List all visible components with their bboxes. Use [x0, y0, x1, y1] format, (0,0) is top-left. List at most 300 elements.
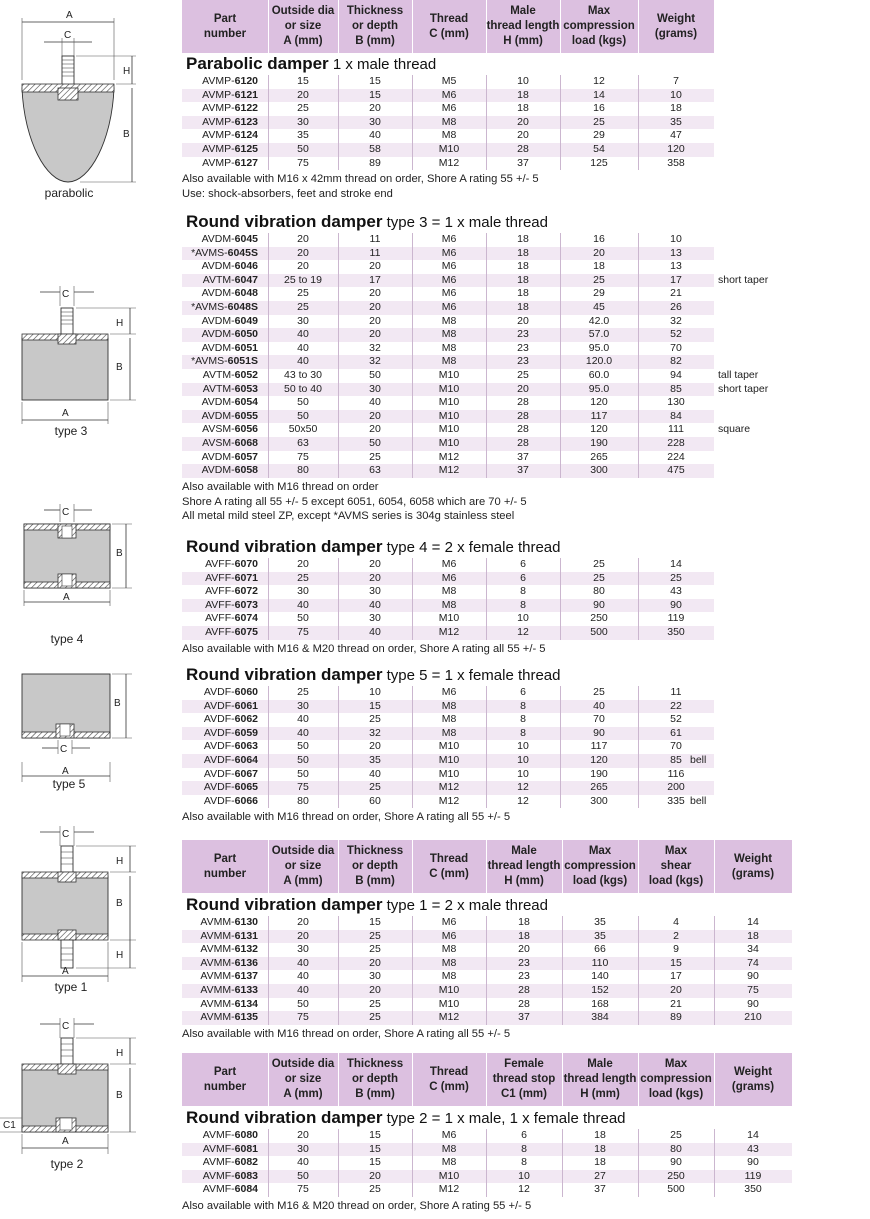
- table-cell: 40: [297, 970, 309, 983]
- part-code: 6051S: [227, 355, 258, 368]
- table-cell: 20: [369, 314, 381, 327]
- table-cell: 50: [297, 396, 309, 409]
- table-cell: 18: [518, 916, 530, 928]
- table-cell: 80: [297, 794, 309, 807]
- table-row: [182, 129, 714, 143]
- table-cell: 29: [593, 129, 605, 142]
- table-row: [182, 700, 714, 714]
- table-cell: 75: [297, 1183, 309, 1196]
- table-cell: 117: [590, 409, 608, 422]
- table-cell: M6: [441, 88, 457, 101]
- table-cell: 23: [517, 341, 529, 354]
- header-cell: [182, 1053, 269, 1106]
- part-code: 6121: [234, 88, 258, 101]
- part-number: [182, 970, 258, 984]
- table-cell: 30: [297, 115, 309, 128]
- table-cell: 9: [673, 943, 679, 956]
- header-line: Male: [587, 1058, 613, 1070]
- table-cell: M6: [441, 246, 457, 259]
- header-line: C (mm): [429, 1080, 469, 1093]
- header-cell: [412, 840, 487, 893]
- table-cell: 35: [594, 929, 606, 942]
- table-cell: 66: [594, 943, 606, 956]
- part-number: [182, 558, 258, 572]
- header-cell: [268, 840, 339, 893]
- table-row: [182, 1183, 792, 1197]
- table-cell: 95.0: [588, 341, 610, 354]
- table-cell: 18: [517, 88, 529, 101]
- table-cell: M6: [441, 1129, 457, 1141]
- header-cell: [562, 840, 639, 893]
- part-prefix: AVDM-: [201, 260, 235, 273]
- table-cell: 20: [369, 409, 381, 422]
- table-body: [182, 916, 792, 1025]
- header-line: Weight: [656, 12, 696, 25]
- table-cell: M10: [438, 1169, 460, 1182]
- part-code: 6084: [234, 1183, 258, 1196]
- part-prefix: AVFF-: [205, 598, 235, 611]
- part-number: [182, 464, 258, 478]
- header-line: (grams): [731, 1080, 775, 1093]
- table-cell: M8: [441, 943, 457, 956]
- table-cell: 117: [590, 740, 608, 753]
- section-title-main: Round vibration damper: [186, 537, 383, 556]
- dim-b-label: B: [116, 1090, 123, 1101]
- table-cell: 10: [670, 88, 682, 101]
- dim-a-label: A: [62, 408, 69, 419]
- table-cell: 475: [667, 464, 685, 477]
- part-code: 6063: [234, 740, 258, 753]
- table-cell: 37: [517, 450, 529, 463]
- part-number: [182, 315, 258, 329]
- table-cell: 75: [747, 983, 759, 996]
- part-prefix: AVDM-: [201, 409, 235, 422]
- part-number: [182, 781, 258, 795]
- table-cell: 90: [747, 1156, 759, 1169]
- table-cell: 120: [590, 423, 608, 436]
- table-row: [182, 396, 714, 410]
- table-cell: 15: [369, 1129, 381, 1141]
- part-prefix: AVDF-: [203, 767, 235, 780]
- row-remark: bell: [690, 753, 707, 766]
- table-cell: 25: [297, 300, 309, 313]
- table-cell: 50: [297, 142, 309, 155]
- part-code: 6060: [234, 686, 258, 698]
- header-line: H (mm): [503, 35, 543, 47]
- table-cell: M12: [438, 625, 460, 638]
- table-row: [182, 315, 714, 329]
- table-cell: 14: [670, 558, 682, 570]
- table-cell: 8: [520, 585, 526, 598]
- section-title-main: Round vibration damper: [186, 212, 383, 231]
- part-number: [182, 740, 258, 754]
- table-cell: 20: [369, 260, 381, 273]
- type3-drawing: [0, 282, 178, 442]
- part-prefix: *AVMS-: [191, 246, 228, 259]
- table-cell: 228: [667, 436, 685, 449]
- part-number: [182, 1129, 258, 1143]
- table-row: [182, 957, 792, 971]
- part-prefix: AVMM-: [200, 916, 235, 928]
- table-cell: 25: [593, 273, 605, 286]
- section-subtitle: type 4 = 2 x female thread: [382, 539, 561, 556]
- table-cell: M8: [441, 598, 457, 611]
- table-cell: 4: [673, 916, 679, 928]
- table-cell: M12: [438, 1183, 460, 1196]
- table-cell: 40: [593, 699, 605, 712]
- table-cell: 27: [594, 1169, 606, 1182]
- table-cell: 12: [517, 625, 529, 638]
- header-line: or depth: [352, 860, 398, 872]
- table-cell: 37: [518, 1011, 530, 1024]
- part-prefix: AVMM-: [200, 997, 235, 1010]
- table-row: [182, 342, 714, 356]
- table-cell: M10: [438, 368, 460, 381]
- header-line: A (mm): [283, 875, 323, 887]
- header-line: Outside dia: [271, 5, 335, 17]
- table-row: [182, 260, 714, 274]
- table-cell: 43 to 30: [284, 368, 322, 381]
- dim-c-label: C: [62, 1021, 70, 1032]
- part-code: 6059: [234, 726, 258, 739]
- table-cell: 90: [747, 970, 759, 983]
- table-cell: 8: [520, 699, 526, 712]
- table-cell: 30: [297, 585, 309, 598]
- part-number: [182, 116, 258, 130]
- table-cell: 40: [369, 767, 381, 780]
- diagram-caption: type 3: [54, 424, 88, 438]
- table-cell: 12: [593, 75, 605, 87]
- table-cell: 80: [297, 464, 309, 477]
- dim-c-label: C: [62, 829, 70, 840]
- table-row: [182, 464, 714, 478]
- header-line: (grams): [654, 27, 698, 40]
- table-cell: 6: [520, 558, 526, 570]
- part-prefix: AVDF-: [203, 699, 235, 712]
- part-number: [182, 233, 258, 247]
- table-cell: 18: [747, 929, 759, 942]
- part-number: [182, 129, 258, 143]
- table-cell: 6: [520, 571, 526, 584]
- part-number: [182, 768, 258, 782]
- row-remark: tall taper: [718, 368, 759, 381]
- table-row: [182, 713, 714, 727]
- part-prefix: AVMF-: [202, 1129, 235, 1141]
- header-cell: [486, 1053, 563, 1106]
- dim-c-label: C: [64, 30, 72, 41]
- table-cell: 32: [369, 355, 381, 368]
- table-cell: 16: [593, 102, 605, 115]
- dim-a-label: A: [66, 10, 73, 21]
- type4-drawing: [0, 500, 178, 650]
- header-line: Part: [213, 852, 237, 865]
- table-cell: 25: [369, 781, 381, 794]
- table-cell: 40: [297, 598, 309, 611]
- table-row: [182, 116, 714, 130]
- part-number: [182, 957, 258, 971]
- part-code: 6123: [234, 115, 258, 128]
- dim-b-label: B: [116, 898, 123, 909]
- table-cell: M10: [438, 396, 460, 409]
- table-cell: 25: [369, 1011, 381, 1024]
- table-cell: 18: [518, 929, 530, 942]
- table-cell: M10: [438, 753, 460, 766]
- table-cell: 89: [670, 1011, 682, 1024]
- header-cell: [338, 1053, 413, 1106]
- table-cell: M6: [441, 102, 457, 115]
- header-line: load (kgs): [648, 1088, 704, 1100]
- part-number: [182, 451, 258, 465]
- part-code: 6072: [234, 585, 258, 598]
- table-cell: 125: [590, 156, 608, 169]
- part-prefix: AVDM-: [201, 328, 235, 341]
- header-line: load (kgs): [648, 875, 704, 887]
- table-cell: 8: [521, 1156, 527, 1169]
- part-number: [182, 274, 258, 288]
- type5-diagram: [0, 672, 178, 796]
- table-cell: 40: [297, 328, 309, 341]
- table-cell: 50: [297, 740, 309, 753]
- table-cell: 265: [590, 450, 608, 463]
- table-cell: 25: [593, 115, 605, 128]
- dim-h-label: H: [116, 318, 124, 329]
- header-line: compression: [640, 1073, 712, 1085]
- table-cell: M12: [438, 450, 460, 463]
- table-cell: 40: [369, 625, 381, 638]
- header-cell: [338, 840, 413, 893]
- footnote: Also available with M16 thread on order, Shore A rating all 55 +/- 5: [182, 1027, 511, 1040]
- part-number: [182, 612, 258, 626]
- parabolic-drawing: [0, 0, 178, 205]
- table-cell: 40: [297, 983, 309, 996]
- table-cell: 75: [297, 450, 309, 463]
- section-subtitle: type 2 = 1 x male, 1 x female thread: [382, 1110, 626, 1127]
- table-cell: 17: [369, 273, 381, 286]
- part-number: [182, 998, 258, 1012]
- table-cell: 25: [297, 571, 309, 584]
- dim-a-label: A: [62, 1136, 69, 1147]
- part-code: 6137: [234, 970, 258, 983]
- header-cell: [268, 1053, 339, 1106]
- dim-a-label: A: [62, 966, 69, 977]
- dim-h-label: H: [123, 66, 131, 77]
- table-cell: 90: [747, 997, 759, 1010]
- table-cell: 358: [667, 156, 685, 169]
- table-cell: 40: [369, 129, 381, 142]
- table-cell: 57.0: [588, 328, 610, 341]
- table-row: [182, 781, 714, 795]
- table-row: [182, 451, 714, 465]
- row-remark: short taper: [718, 273, 769, 286]
- part-number: [182, 102, 258, 116]
- table-cell: 30: [369, 585, 381, 598]
- part-code: 6136: [234, 956, 258, 969]
- diagram-caption: type 4: [50, 632, 84, 646]
- table-cell: 500: [590, 625, 608, 638]
- part-prefix: AVDF-: [203, 794, 235, 807]
- part-number: [182, 1170, 258, 1184]
- diagram-caption: parabolic: [44, 186, 94, 200]
- section-title: [186, 212, 548, 232]
- part-code: 6058: [234, 464, 258, 477]
- table-cell: 50x50: [288, 423, 318, 436]
- table-cell: 28: [517, 142, 529, 155]
- dim-c-label: C: [60, 744, 68, 755]
- table-cell: 11: [369, 246, 381, 259]
- part-number: [182, 700, 258, 714]
- diagram-caption: type 5: [52, 777, 86, 791]
- section-subtitle: type 3 = 1 x male thread: [382, 214, 548, 231]
- part-code: 6055: [234, 409, 258, 422]
- header-cell: [486, 0, 561, 53]
- part-number: [182, 260, 258, 274]
- header-line: thread length: [486, 20, 560, 32]
- header-line: number: [203, 867, 247, 880]
- table-cell: 120: [667, 142, 685, 155]
- table-cell: 28: [517, 423, 529, 436]
- table-cell: 18: [594, 1142, 606, 1155]
- table-row: [182, 1156, 792, 1170]
- part-prefix: AVDM-: [201, 287, 235, 300]
- table-cell: 20: [369, 102, 381, 115]
- table-cell: 110: [591, 956, 609, 969]
- section-title-main: Round vibration damper: [186, 1108, 383, 1127]
- table-cell: 25: [369, 450, 381, 463]
- table-cell: 74: [747, 956, 759, 969]
- header-line: Female: [504, 1058, 544, 1070]
- table-cell: 90: [593, 726, 605, 739]
- part-number: [182, 396, 258, 410]
- table-cell: 335: [667, 794, 685, 807]
- table-cell: 15: [369, 75, 381, 87]
- table-row: [182, 930, 792, 944]
- header-line: A (mm): [283, 35, 323, 47]
- table-cell: 50: [297, 997, 309, 1010]
- table-body: [182, 686, 714, 808]
- part-prefix: AVFF-: [205, 625, 235, 638]
- table-cell: 40: [297, 355, 309, 368]
- part-code: 6062: [234, 713, 258, 726]
- part-code: 6080: [234, 1129, 258, 1141]
- table-cell: 15: [670, 956, 682, 969]
- table-cell: 40: [297, 1156, 309, 1169]
- header-line: C1 (mm): [500, 1088, 547, 1100]
- table-cell: 52: [670, 713, 682, 726]
- table-cell: 18: [593, 260, 605, 273]
- table-cell: 30: [369, 970, 381, 983]
- table-cell: 11: [670, 686, 682, 698]
- table-row: [182, 970, 792, 984]
- part-prefix: AVMM-: [200, 970, 235, 983]
- table-cell: 20: [670, 983, 682, 996]
- table-cell: 30: [369, 382, 381, 395]
- header-line: Outside dia: [271, 1058, 335, 1070]
- section-title: [186, 665, 561, 685]
- table-cell: 25: [297, 102, 309, 115]
- part-number: [182, 1156, 258, 1170]
- header-line: Part: [213, 12, 237, 25]
- header-line: (grams): [731, 867, 775, 880]
- header-line: Max: [664, 1058, 688, 1070]
- table-cell: 20: [297, 88, 309, 101]
- diagram-caption: type 2: [50, 1157, 84, 1171]
- table-row: [182, 287, 714, 301]
- table-cell: 8: [520, 713, 526, 726]
- part-number: [182, 410, 258, 424]
- part-number: [182, 89, 258, 103]
- header-cell: [182, 840, 269, 893]
- table-cell: 16: [593, 233, 605, 245]
- table-cell: 84: [670, 409, 682, 422]
- table-cell: 29: [593, 287, 605, 300]
- part-prefix: AVDF-: [203, 686, 235, 698]
- part-prefix: AVDM-: [201, 396, 235, 409]
- table-row: [182, 599, 714, 613]
- table-cell: 18: [670, 102, 682, 115]
- table-cell: 20: [297, 916, 309, 928]
- table-cell: 50: [297, 409, 309, 422]
- table-cell: 20: [369, 300, 381, 313]
- table-cell: M5: [441, 75, 457, 87]
- table-cell: 50: [369, 368, 381, 381]
- table-cell: M12: [438, 156, 460, 169]
- table-row: [182, 1011, 792, 1025]
- table-cell: 224: [667, 450, 685, 463]
- table-cell: 20: [369, 983, 381, 996]
- table-cell: M10: [438, 612, 460, 625]
- table-cell: 119: [744, 1169, 762, 1182]
- part-prefix: AVDF-: [203, 740, 235, 753]
- header-line: Thread: [429, 12, 469, 25]
- table-cell: M6: [441, 273, 457, 286]
- table-cell: M10: [438, 983, 460, 996]
- table-cell: 25: [369, 929, 381, 942]
- table-row: [182, 768, 714, 782]
- table-cell: 25: [369, 713, 381, 726]
- part-number: [182, 916, 258, 930]
- table-cell: 85: [670, 382, 682, 395]
- table-cell: 35: [369, 753, 381, 766]
- part-prefix: AVMF-: [202, 1142, 235, 1155]
- table-cell: 37: [594, 1183, 606, 1196]
- part-number: [182, 930, 258, 944]
- table-cell: 75: [297, 781, 309, 794]
- table-cell: 18: [517, 246, 529, 259]
- table-cell: 10: [517, 612, 529, 625]
- dim-c1-label: C1: [3, 1120, 16, 1131]
- table-cell: 47: [670, 129, 682, 142]
- table-cell: 18: [594, 1129, 606, 1141]
- table-cell: 21: [670, 997, 682, 1010]
- table-cell: 18: [517, 260, 529, 273]
- part-prefix: AVDF-: [203, 753, 235, 766]
- table-cell: 70: [670, 341, 682, 354]
- table-body: [182, 558, 714, 640]
- part-prefix: AVDM-: [201, 464, 235, 477]
- table-cell: M6: [441, 287, 457, 300]
- header-line: Thickness: [346, 5, 404, 17]
- part-prefix: AVDM-: [201, 341, 235, 354]
- dim-b-label: B: [123, 129, 130, 140]
- table-cell: 20: [369, 423, 381, 436]
- part-number: [182, 626, 258, 640]
- section-title: [186, 537, 561, 557]
- table-body: [182, 75, 714, 170]
- table-cell: 20: [517, 129, 529, 142]
- table-row: [182, 916, 792, 930]
- table-cell: 32: [369, 341, 381, 354]
- table-cell: M10: [438, 740, 460, 753]
